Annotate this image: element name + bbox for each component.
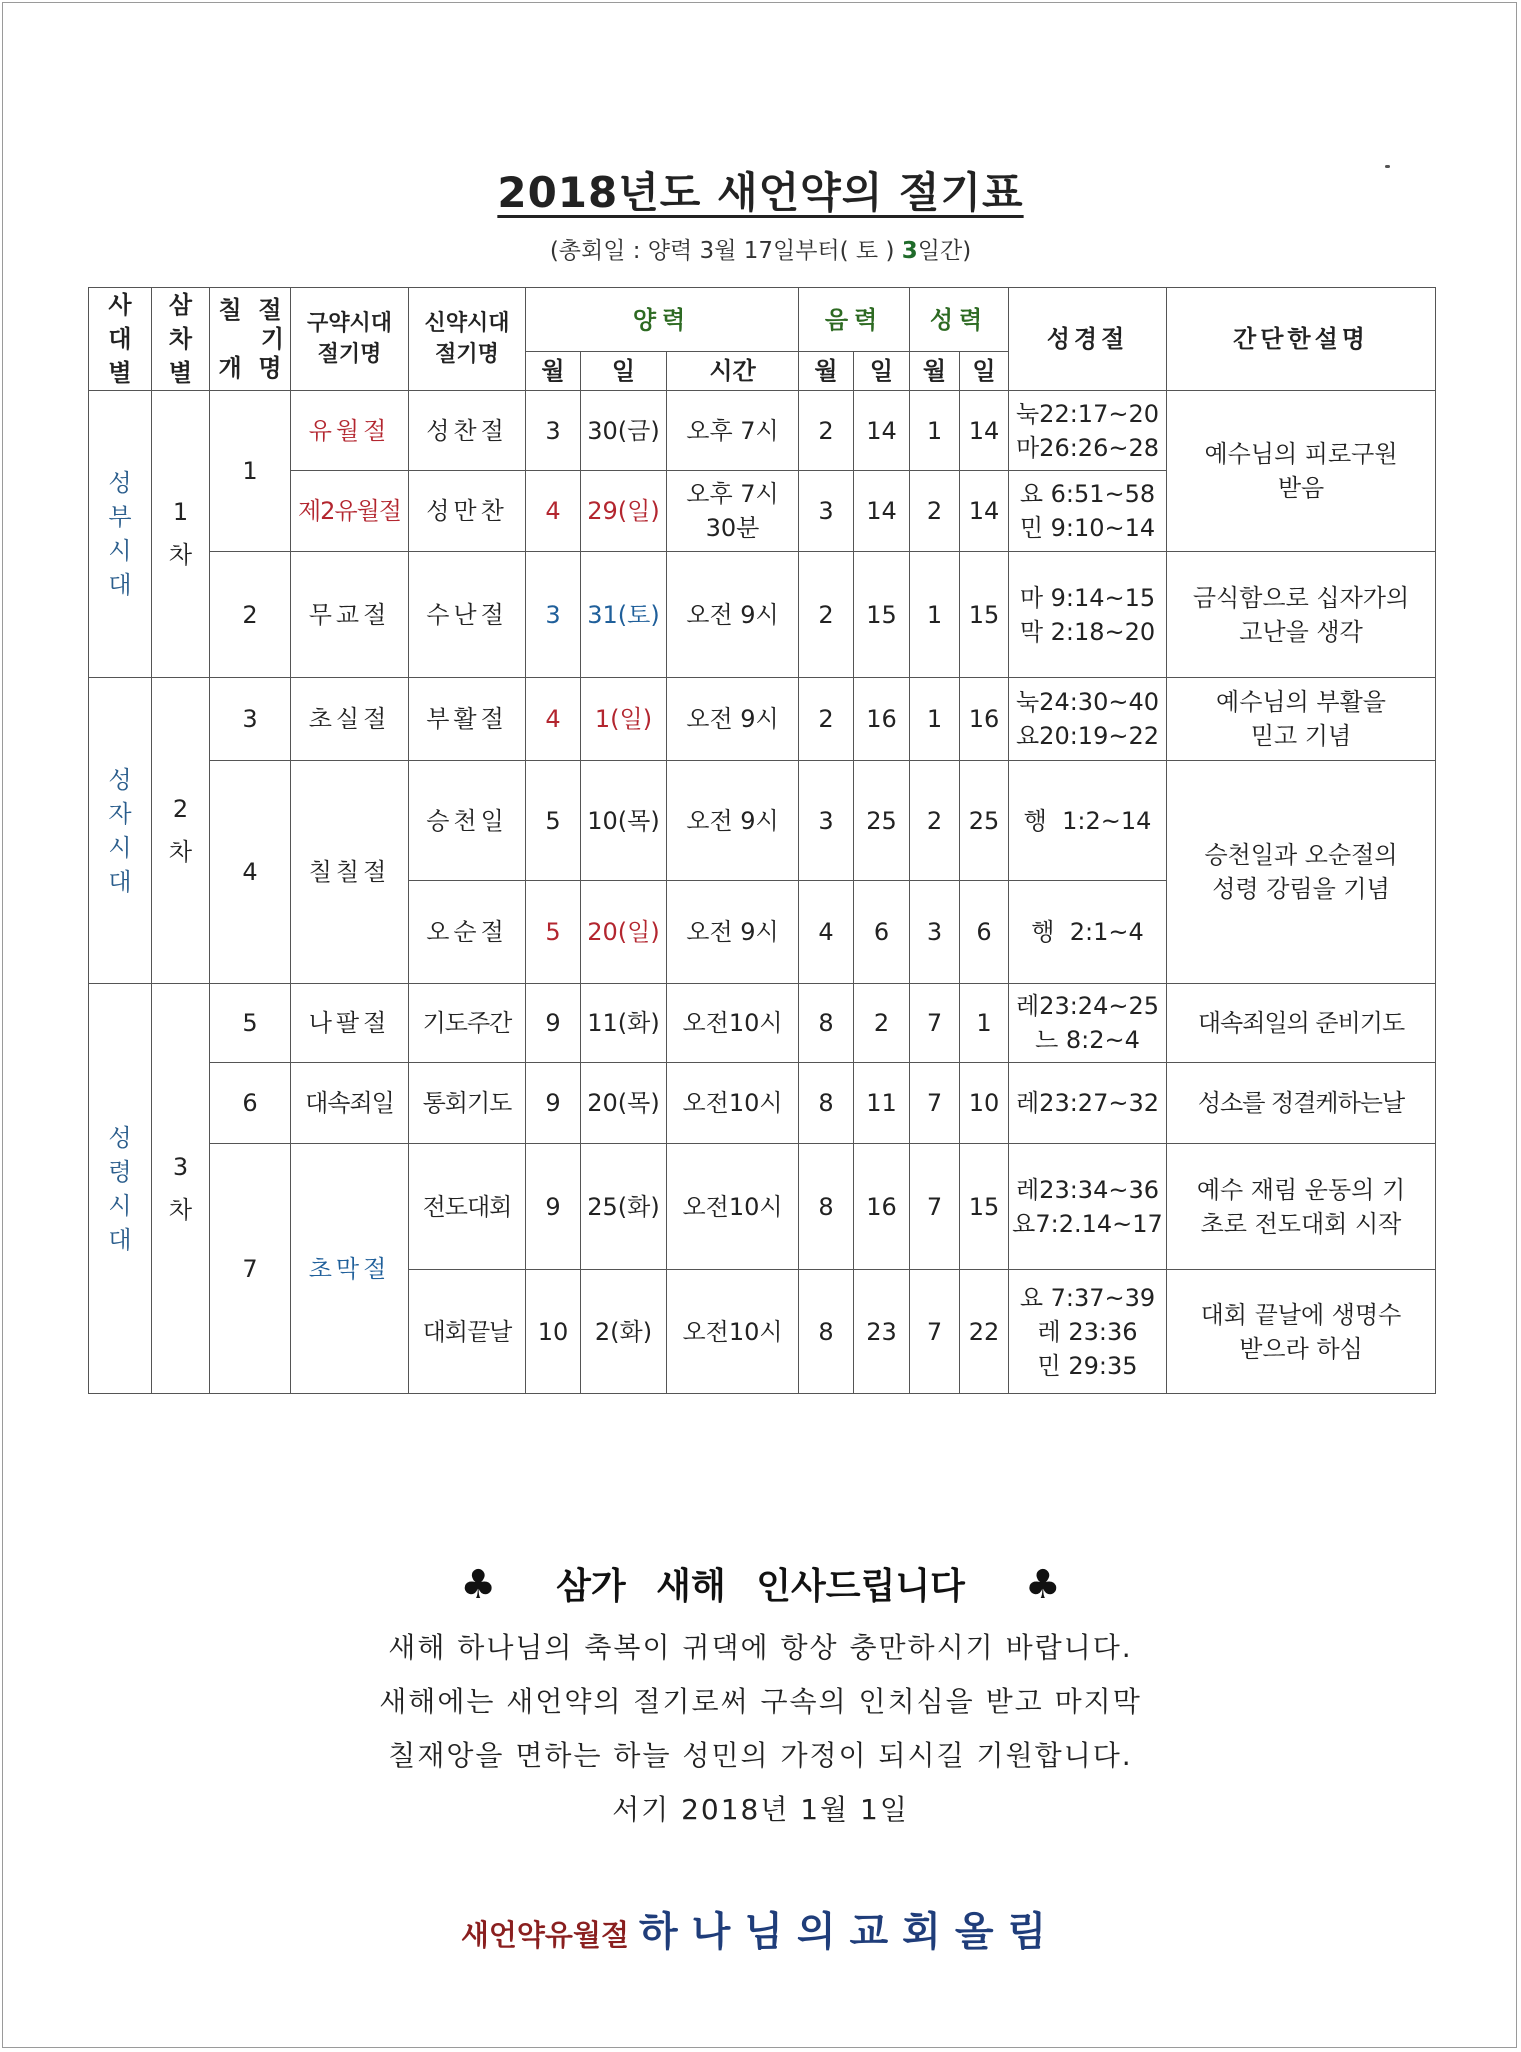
sacred-day: 16 [960, 678, 1009, 761]
feast-number: 4 [210, 761, 291, 984]
solar-month: 5 [526, 881, 581, 984]
subtitle-highlight: 3 [901, 238, 918, 264]
solar-day: 20(일) [581, 881, 667, 984]
solar-day: 2(화) [581, 1270, 667, 1394]
lunar-month: 3 [799, 761, 854, 881]
lunar-day: 6 [854, 881, 910, 984]
new-name: 기도주간 [409, 984, 526, 1063]
lunar-month: 3 [799, 471, 854, 552]
solar-month: 5 [526, 761, 581, 881]
solar-month: 4 [526, 678, 581, 761]
greeting-heading-text: 삼가 새해 인사드립니다 [556, 1566, 965, 1607]
sacred-month: 3 [910, 881, 960, 984]
sacred-month: 1 [910, 678, 960, 761]
signature-church-name: 하나님의교회올림 [638, 1909, 1061, 1955]
stage-2: 2 차 [152, 678, 210, 984]
sacred-day: 1 [960, 984, 1009, 1063]
table-row [89, 984, 1436, 1063]
feast-number: 1 [210, 391, 291, 552]
lunar-day: 25 [854, 761, 910, 881]
lunar-day: 14 [854, 391, 910, 471]
lunar-month: 2 [799, 391, 854, 471]
feast-number: 6 [210, 1063, 291, 1144]
sacred-month: 2 [910, 471, 960, 552]
header-lunar: 음력 [799, 288, 910, 352]
sacred-month: 7 [910, 1270, 960, 1394]
scripture: 레23:34~36 요7:2.14~17 [1009, 1144, 1167, 1270]
table-row [89, 678, 1436, 761]
greeting-line: 새해 하나님의 축복이 귀댁에 항상 충만하시기 바랍니다. [388, 1631, 1133, 1664]
old-name: 제2유월절 [291, 471, 409, 552]
solar-month: 10 [526, 1270, 581, 1394]
sacred-month: 7 [910, 984, 960, 1063]
new-name: 성찬절 [409, 391, 526, 471]
solar-time: 오전 9시 [667, 881, 799, 984]
table-row [89, 1063, 1436, 1144]
solar-day: 29(일) [581, 471, 667, 552]
era-son: 성 자 시 대 [89, 678, 152, 984]
solar-time: 오후 7시 [667, 391, 799, 471]
new-name: 수난절 [409, 552, 526, 678]
header-lunar-month: 월 [799, 352, 854, 391]
table-row [89, 391, 1436, 471]
feast-number: 5 [210, 984, 291, 1063]
lunar-day: 16 [854, 1144, 910, 1270]
scripture: 레23:27~32 [1009, 1063, 1167, 1144]
header-chil-mid: 기 [260, 324, 284, 353]
feast-number: 2 [210, 552, 291, 678]
solar-month: 9 [526, 984, 581, 1063]
feast-number: 7 [210, 1144, 291, 1394]
sacred-day: 14 [960, 391, 1009, 471]
sacred-month: 1 [910, 391, 960, 471]
table-row [89, 761, 1436, 881]
old-name: 칠칠절 [291, 761, 409, 984]
lunar-month: 8 [799, 1144, 854, 1270]
description: 금식함으로 십자가의 고난을 생각 [1167, 552, 1436, 678]
header-solar-day: 일 [581, 352, 667, 391]
new-name: 전도대회 [409, 1144, 526, 1270]
header-solar: 양력 [526, 288, 799, 352]
stage-1: 1 차 [152, 391, 210, 678]
scripture: 행 2:1~4 [1009, 881, 1167, 984]
header-sacred: 성력 [910, 288, 1009, 352]
old-name: 나팔절 [291, 984, 409, 1063]
greeting-line: 칠재앙을 면하는 하늘 성민의 가정이 되시길 기원합니다. [388, 1739, 1133, 1772]
lunar-day: 2 [854, 984, 910, 1063]
solar-day: 25(화) [581, 1144, 667, 1270]
header-solar-month: 월 [526, 352, 581, 391]
description: 예수 재림 운동의 기 초로 전도대회 시작 [1167, 1144, 1436, 1270]
solar-day: 30(금) [581, 391, 667, 471]
new-name: 성만찬 [409, 471, 526, 552]
sacred-month: 7 [910, 1063, 960, 1144]
sacred-day: 14 [960, 471, 1009, 552]
old-name: 초막절 [291, 1144, 409, 1394]
lunar-day: 11 [854, 1063, 910, 1144]
solar-month: 9 [526, 1063, 581, 1144]
solar-time: 오전10시 [667, 1144, 799, 1270]
header-chil-top: 칠 절 [218, 295, 282, 324]
description: 승천일과 오순절의 성령 강림을 기념 [1167, 761, 1436, 984]
lunar-day: 23 [854, 1270, 910, 1394]
lunar-day: 16 [854, 678, 910, 761]
header-new-name: 신약시대 절기명 [409, 288, 526, 391]
new-name: 통회기도 [409, 1063, 526, 1144]
header-solar-time: 시간 [667, 352, 799, 391]
solar-time: 오전10시 [667, 1063, 799, 1144]
description: 성소를 정결케하는날 [1167, 1063, 1436, 1144]
lunar-month: 2 [799, 678, 854, 761]
greeting-date: 서기 2018년 1월 1일 [612, 1793, 909, 1826]
sacred-day: 15 [960, 1144, 1009, 1270]
solar-time: 오후 7시 30분 [667, 471, 799, 552]
description: 예수님의 부활을 믿고 기념 [1167, 678, 1436, 761]
lunar-day: 15 [854, 552, 910, 678]
sacred-day: 22 [960, 1270, 1009, 1394]
solar-time: 오전 9시 [667, 761, 799, 881]
scripture: 레23:24~25 느 8:2~4 [1009, 984, 1167, 1063]
greeting-line: 새해에는 새언약의 절기로써 구속의 인치심을 받고 마지막 [379, 1685, 1142, 1718]
solar-day: 10(목) [581, 761, 667, 881]
new-name: 대회끝날 [409, 1270, 526, 1394]
old-name: 대속죄일 [291, 1063, 409, 1144]
scripture: 행 1:2~14 [1009, 761, 1167, 881]
scripture: 요 6:51~58 민 9:10~14 [1009, 471, 1167, 552]
header-chil-bottom: 개 명 [218, 353, 282, 382]
solar-day: 1(일) [581, 678, 667, 761]
header-era: 사 대 별 [89, 288, 152, 391]
header-sacred-day: 일 [960, 352, 1009, 391]
header-scripture: 성경절 [1009, 288, 1167, 391]
header-lunar-day: 일 [854, 352, 910, 391]
header-old-name: 구약시대 절기명 [291, 288, 409, 391]
lunar-month: 4 [799, 881, 854, 984]
lunar-day: 14 [854, 471, 910, 552]
greeting-heading [0, 1558, 1521, 1609]
signature-prefix: 새언약유월절 [460, 1918, 629, 1952]
solar-time: 오전 9시 [667, 678, 799, 761]
header-description: 간단한설명 [1167, 288, 1436, 391]
document-title: 2018년도 새언약의 절기표 [497, 168, 1024, 217]
stage-3: 3 차 [152, 984, 210, 1394]
sacred-day: 6 [960, 881, 1009, 984]
description: 대회 끝날에 생명수 받으라 하심 [1167, 1270, 1436, 1394]
lunar-month: 8 [799, 1063, 854, 1144]
era-father: 성 부 시 대 [89, 391, 152, 678]
club-icon: ♣ [1024, 1562, 1061, 1608]
new-name: 부활절 [409, 678, 526, 761]
header-samcha: 삼 차 별 [152, 288, 210, 391]
lunar-month: 2 [799, 552, 854, 678]
description: 예수님의 피로구원 받음 [1167, 391, 1436, 552]
table-row [89, 1144, 1436, 1270]
new-name: 오순절 [409, 881, 526, 984]
new-name: 승천일 [409, 761, 526, 881]
solar-day: 20(목) [581, 1063, 667, 1144]
signature [0, 1900, 1521, 1957]
solar-month: 9 [526, 1144, 581, 1270]
subtitle-before: (총회일 : 양력 3월 17일부터( 토 ) [549, 238, 902, 264]
solar-day: 11(화) [581, 984, 667, 1063]
lunar-month: 8 [799, 984, 854, 1063]
sacred-day: 25 [960, 761, 1009, 881]
sacred-day: 15 [960, 552, 1009, 678]
old-name: 유월절 [291, 391, 409, 471]
festival-table [88, 287, 1436, 1394]
solar-month: 3 [526, 552, 581, 678]
scripture: 요 7:37~39 레 23:36 민 29:35 [1009, 1270, 1167, 1394]
header-sacred-month: 월 [910, 352, 960, 391]
solar-month: 4 [526, 471, 581, 552]
solar-day: 31(토) [581, 552, 667, 678]
scripture: 눅24:30~40 요20:19~22 [1009, 678, 1167, 761]
scripture: 마 9:14~15 막 2:18~20 [1009, 552, 1167, 678]
solar-time: 오전 9시 [667, 552, 799, 678]
old-name: 초실절 [291, 678, 409, 761]
feast-number: 3 [210, 678, 291, 761]
sacred-month: 7 [910, 1144, 960, 1270]
solar-month: 3 [526, 391, 581, 471]
era-spirit: 성 령 시 대 [89, 984, 152, 1394]
table-row [89, 552, 1436, 678]
club-icon: ♣ [460, 1562, 497, 1608]
solar-time: 오전10시 [667, 984, 799, 1063]
scripture: 눅22:17~20 마26:26~28 [1009, 391, 1167, 471]
sacred-month: 1 [910, 552, 960, 678]
old-name: 무교절 [291, 552, 409, 678]
subtitle-after: 일간) [917, 238, 972, 264]
header-seven-feasts [210, 288, 291, 391]
description: 대속죄일의 준비기도 [1167, 984, 1436, 1063]
solar-time: 오전10시 [667, 1270, 799, 1394]
sacred-month: 2 [910, 761, 960, 881]
sacred-day: 10 [960, 1063, 1009, 1144]
lunar-month: 8 [799, 1270, 854, 1394]
document-subtitle [0, 232, 1521, 265]
